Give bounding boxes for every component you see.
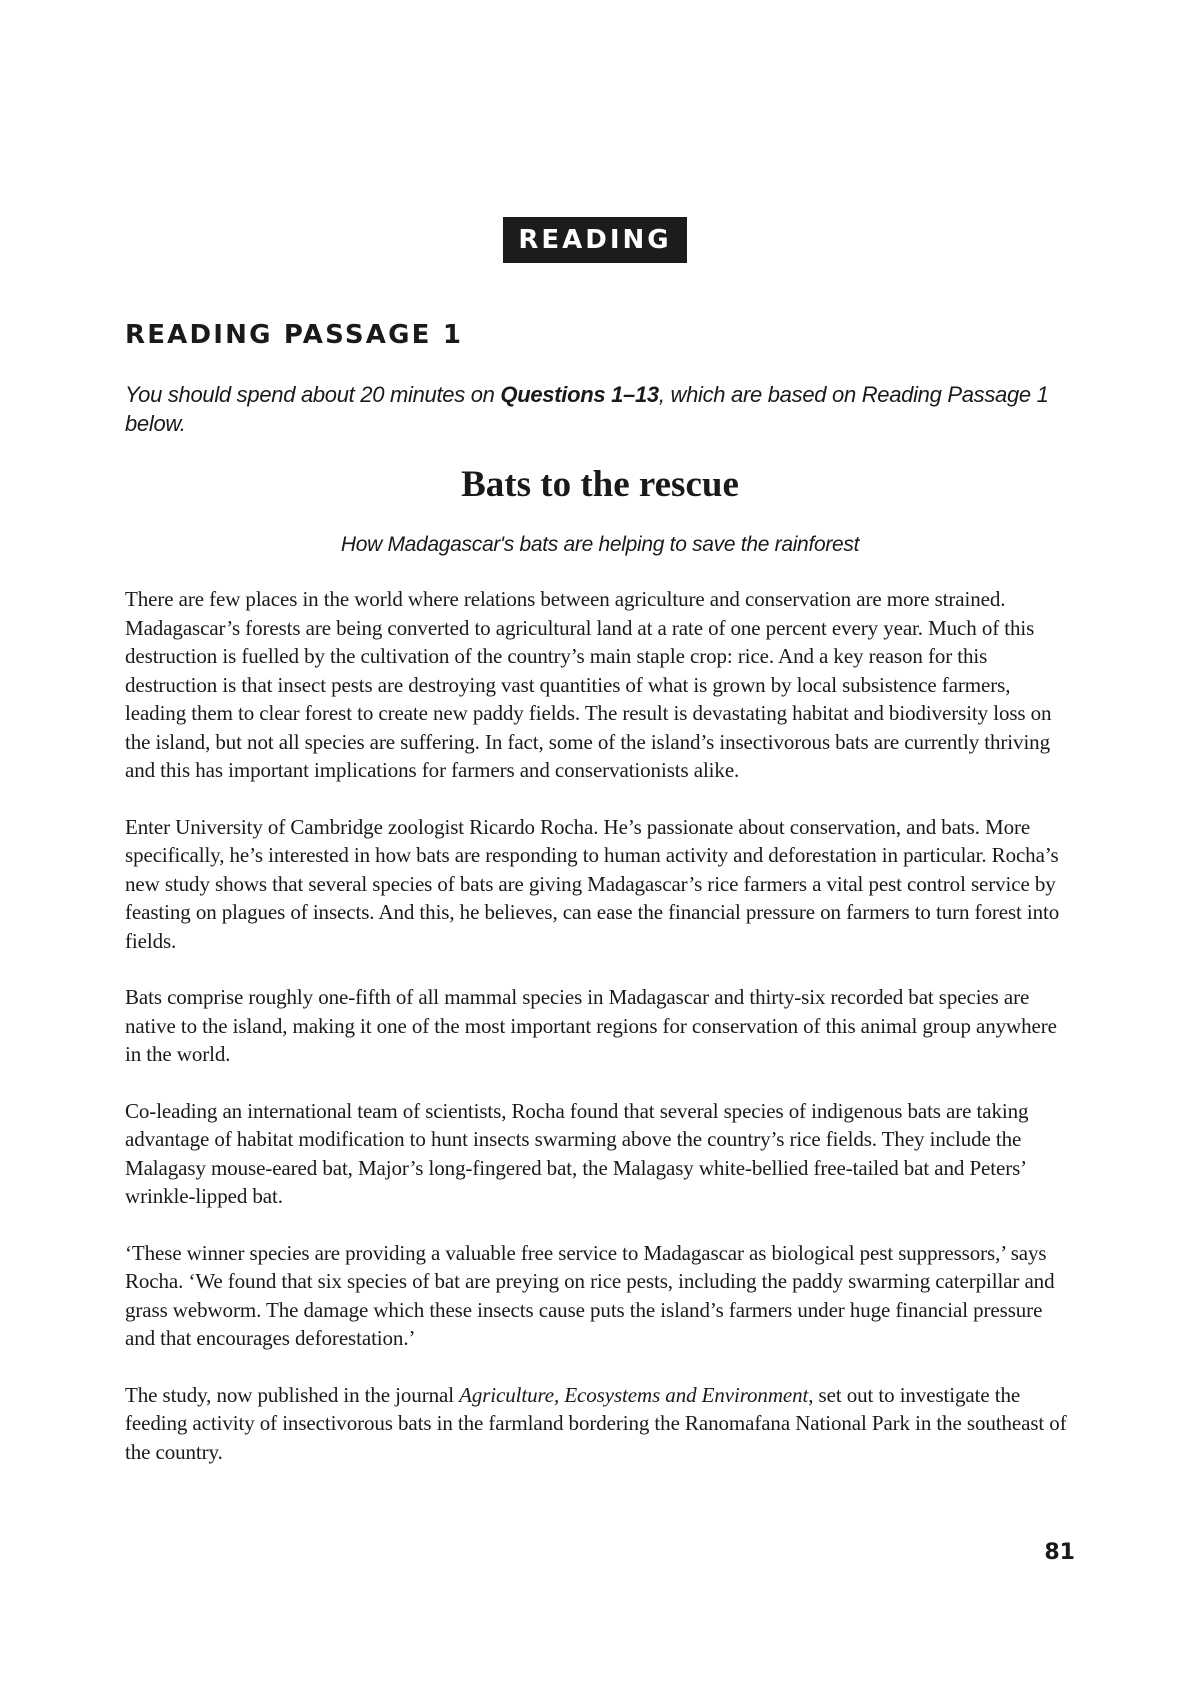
article-subtitle: How Madagascar's bats are helping to save the rainforest — [340, 533, 860, 556]
instructions — [125, 380, 1075, 438]
paragraph-2: Enter University of Cambridge zoologist Ricardo Rocha. He’s passionate about conservation, and bats. More specifically, he’s interested in how bats are responding to human activity and deforestation in particular. Rocha’s new study shows that several species of bats are giving Madagascar’s rice farmers a vital pest control service by feasting on plagues of insects. And this, he believes, can ease the financial pressure on farmers to turn forest into fields. — [125, 814, 1060, 953]
paragraph-5: ‘These winner species are providing a valuable free service to Madagascar as biological pest suppressors,’ says Rocha. ‘We found that six species of bat are preying on rice pests, including the paddy swarming caterpillar and grass webworm. The damage which these insects cause puts the island’s farmers under huge financial pressure and that encourages deforestation.’ — [125, 1240, 1055, 1350]
instructions-after: , which are based on Reading Passage 1 below. — [125, 382, 1049, 436]
instructions-before: You should spend about 20 minutes on — [125, 382, 501, 407]
paragraph-3: Bats comprise roughly one-fifth of all mammal species in Madagascar and thirty-six recorded bat species are native to the island, making it one of the most important regions for conservation of this animal group anywhere in the world. — [125, 985, 1057, 1066]
journal-name: Agriculture, Ecosystems and Environment — [459, 1382, 809, 1407]
paragraph-6-after: , set out to investigate the feeding activity of insectivorous bats in the farmland bordering the Ranomafana National Park in the southeast of the country. — [125, 1382, 1067, 1464]
paragraph-1: There are few places in the world where relations between agriculture and conservation are more strained. Madagascar’s forests are being converted to agricultural land at a rate of one percent every year. Much of this destruction is fuelled by the cultivation of the country’s main staple crop: rice. And a key reason for this destruction is that insect pests are destroying vast quantities of what is grown by local subsistence farmers, leading them to clear forest to create new paddy fields. The result is devastating habitat and biodiversity loss on the island, but not all species are suffering. In fact, some of the island’s insectivorous bats are currently thriving and this has important implications for farmers and conservationists alike. — [125, 587, 1052, 782]
instructions-questions: Questions 1–13 — [500, 382, 659, 407]
paragraph-6 — [125, 1381, 1075, 1467]
section-badge: READING — [503, 217, 687, 263]
article-body — [125, 585, 1075, 1494]
article-title: Bats to the rescue — [461, 464, 739, 505]
paragraph-4: Co-leading an international team of scientists, Rocha found that several species of indigenous bats are taking advantage of habitat modification to hunt insects swarming above the country’s rice fields. They include the Malagasy mouse-eared bat, Major’s long-fingered bat, the Malagasy white-bellied free-tailed bat and Peters’ wrinkle-lipped bat. — [125, 1098, 1029, 1208]
paragraph-6-before: The study, now published in the journal — [125, 1382, 460, 1407]
passage-heading: READING PASSAGE 1 — [125, 320, 464, 350]
page-number: 81 — [1044, 1540, 1075, 1565]
